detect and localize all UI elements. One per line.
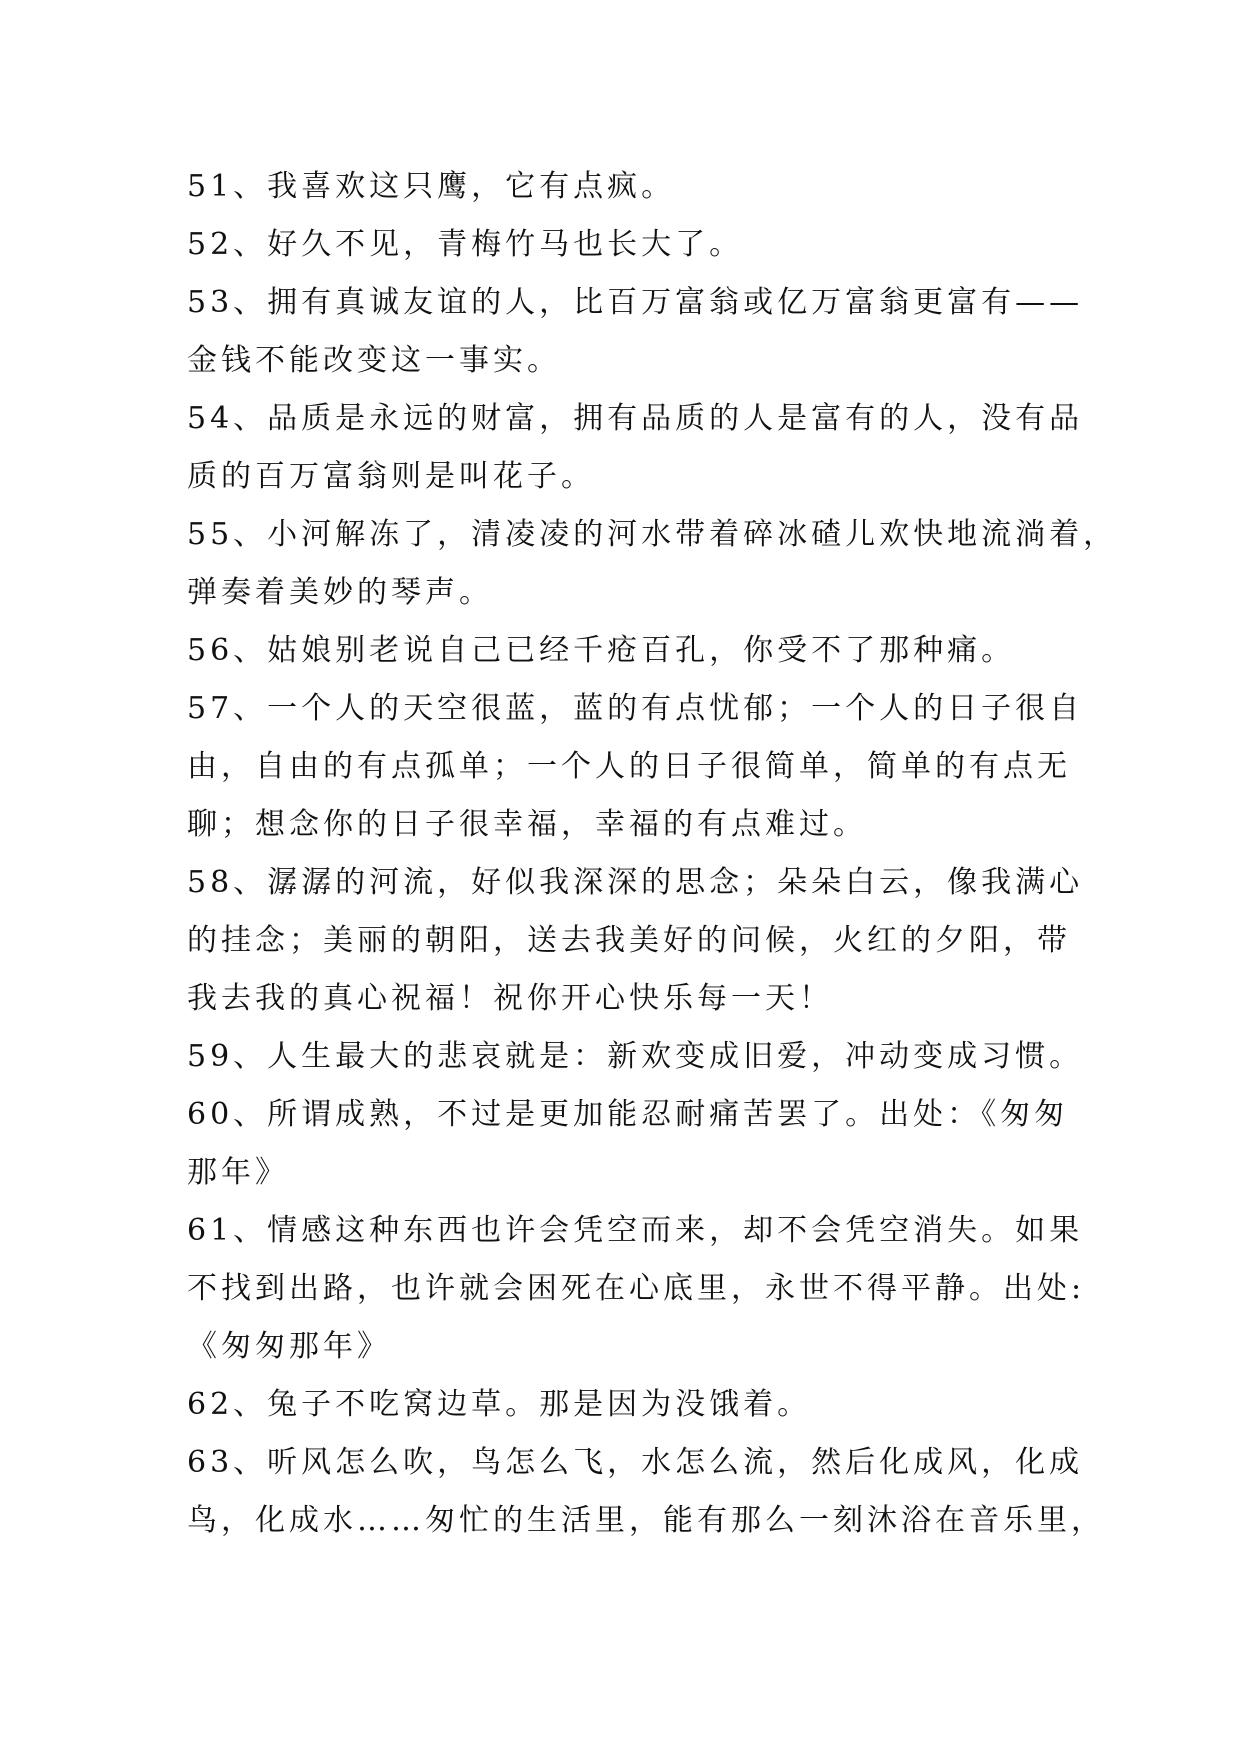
text-line: 的挂念；美丽的朝阳，送去我美好的问候，火红的夕阳，带 [187,923,1071,958]
text-line: 不找到出路，也许就会困死在心底里，永世不得平静。出处: [187,1271,1086,1306]
text-line: 聊；想念你的日子很幸福，幸福的有点难过。 [187,807,867,842]
text-line: 由，自由的有点孤单；一个人的日子很简单，简单的有点无 [187,749,1071,784]
text-line: 弹奏着美妙的琴声。 [187,575,493,610]
text-line: 53、拥有真诚友谊的人，比百万富翁或亿万富翁更富有—— [187,285,1084,320]
text-line: 那年》 [187,1155,289,1190]
text-line: 54、品质是永远的财富，拥有品质的人是富有的人，没有品 [187,401,1084,436]
text-line: 55、小河解冻了，清凌凌的河水带着碎冰碴儿欢快地流淌着， [187,517,1118,552]
text-line: 《匆匆那年》 [187,1329,391,1364]
text-line: 57、一个人的天空很蓝，蓝的有点忧郁；一个人的日子很自 [187,691,1084,726]
text-line: 52、好久不见，青梅竹马也长大了。 [187,227,744,262]
text-line: 63、听风怎么吹，鸟怎么飞，水怎么流，然后化成风，化成 [187,1445,1084,1480]
text-line: 质的百万富翁则是叫花子。 [187,459,595,494]
quote-list [187,158,1118,1550]
text-line: 62、兔子不吃窝边草。那是因为没饿着。 [187,1387,812,1422]
text-line: 金钱不能改变这一事实。 [187,343,561,378]
text-line: 61、情感这种东西也许会凭空而来，却不会凭空消失。如果 [187,1213,1084,1248]
text-line: 鸟，化成水……匆忙的生活里，能有那么一刻沐浴在音乐里， [187,1503,1105,1538]
text-line: 59、人生最大的悲哀就是：新欢变成旧爱，冲动变成习惯。 [187,1039,1084,1074]
text-line: 56、姑娘别老说自己已经千疮百孔，你受不了那种痛。 [187,633,1016,668]
text-line: 我去我的真心祝福！祝你开心快乐每一天！ [187,981,833,1016]
text-line: 58、潺潺的河流，好似我深深的思念；朵朵白云，像我满心 [187,865,1084,900]
text-line: 60、所谓成熟，不过是更加能忍耐痛苦罢了。出处：《匆匆 [187,1097,1069,1132]
text-line: 51、我喜欢这只鹰，它有点疯。 [187,169,676,204]
